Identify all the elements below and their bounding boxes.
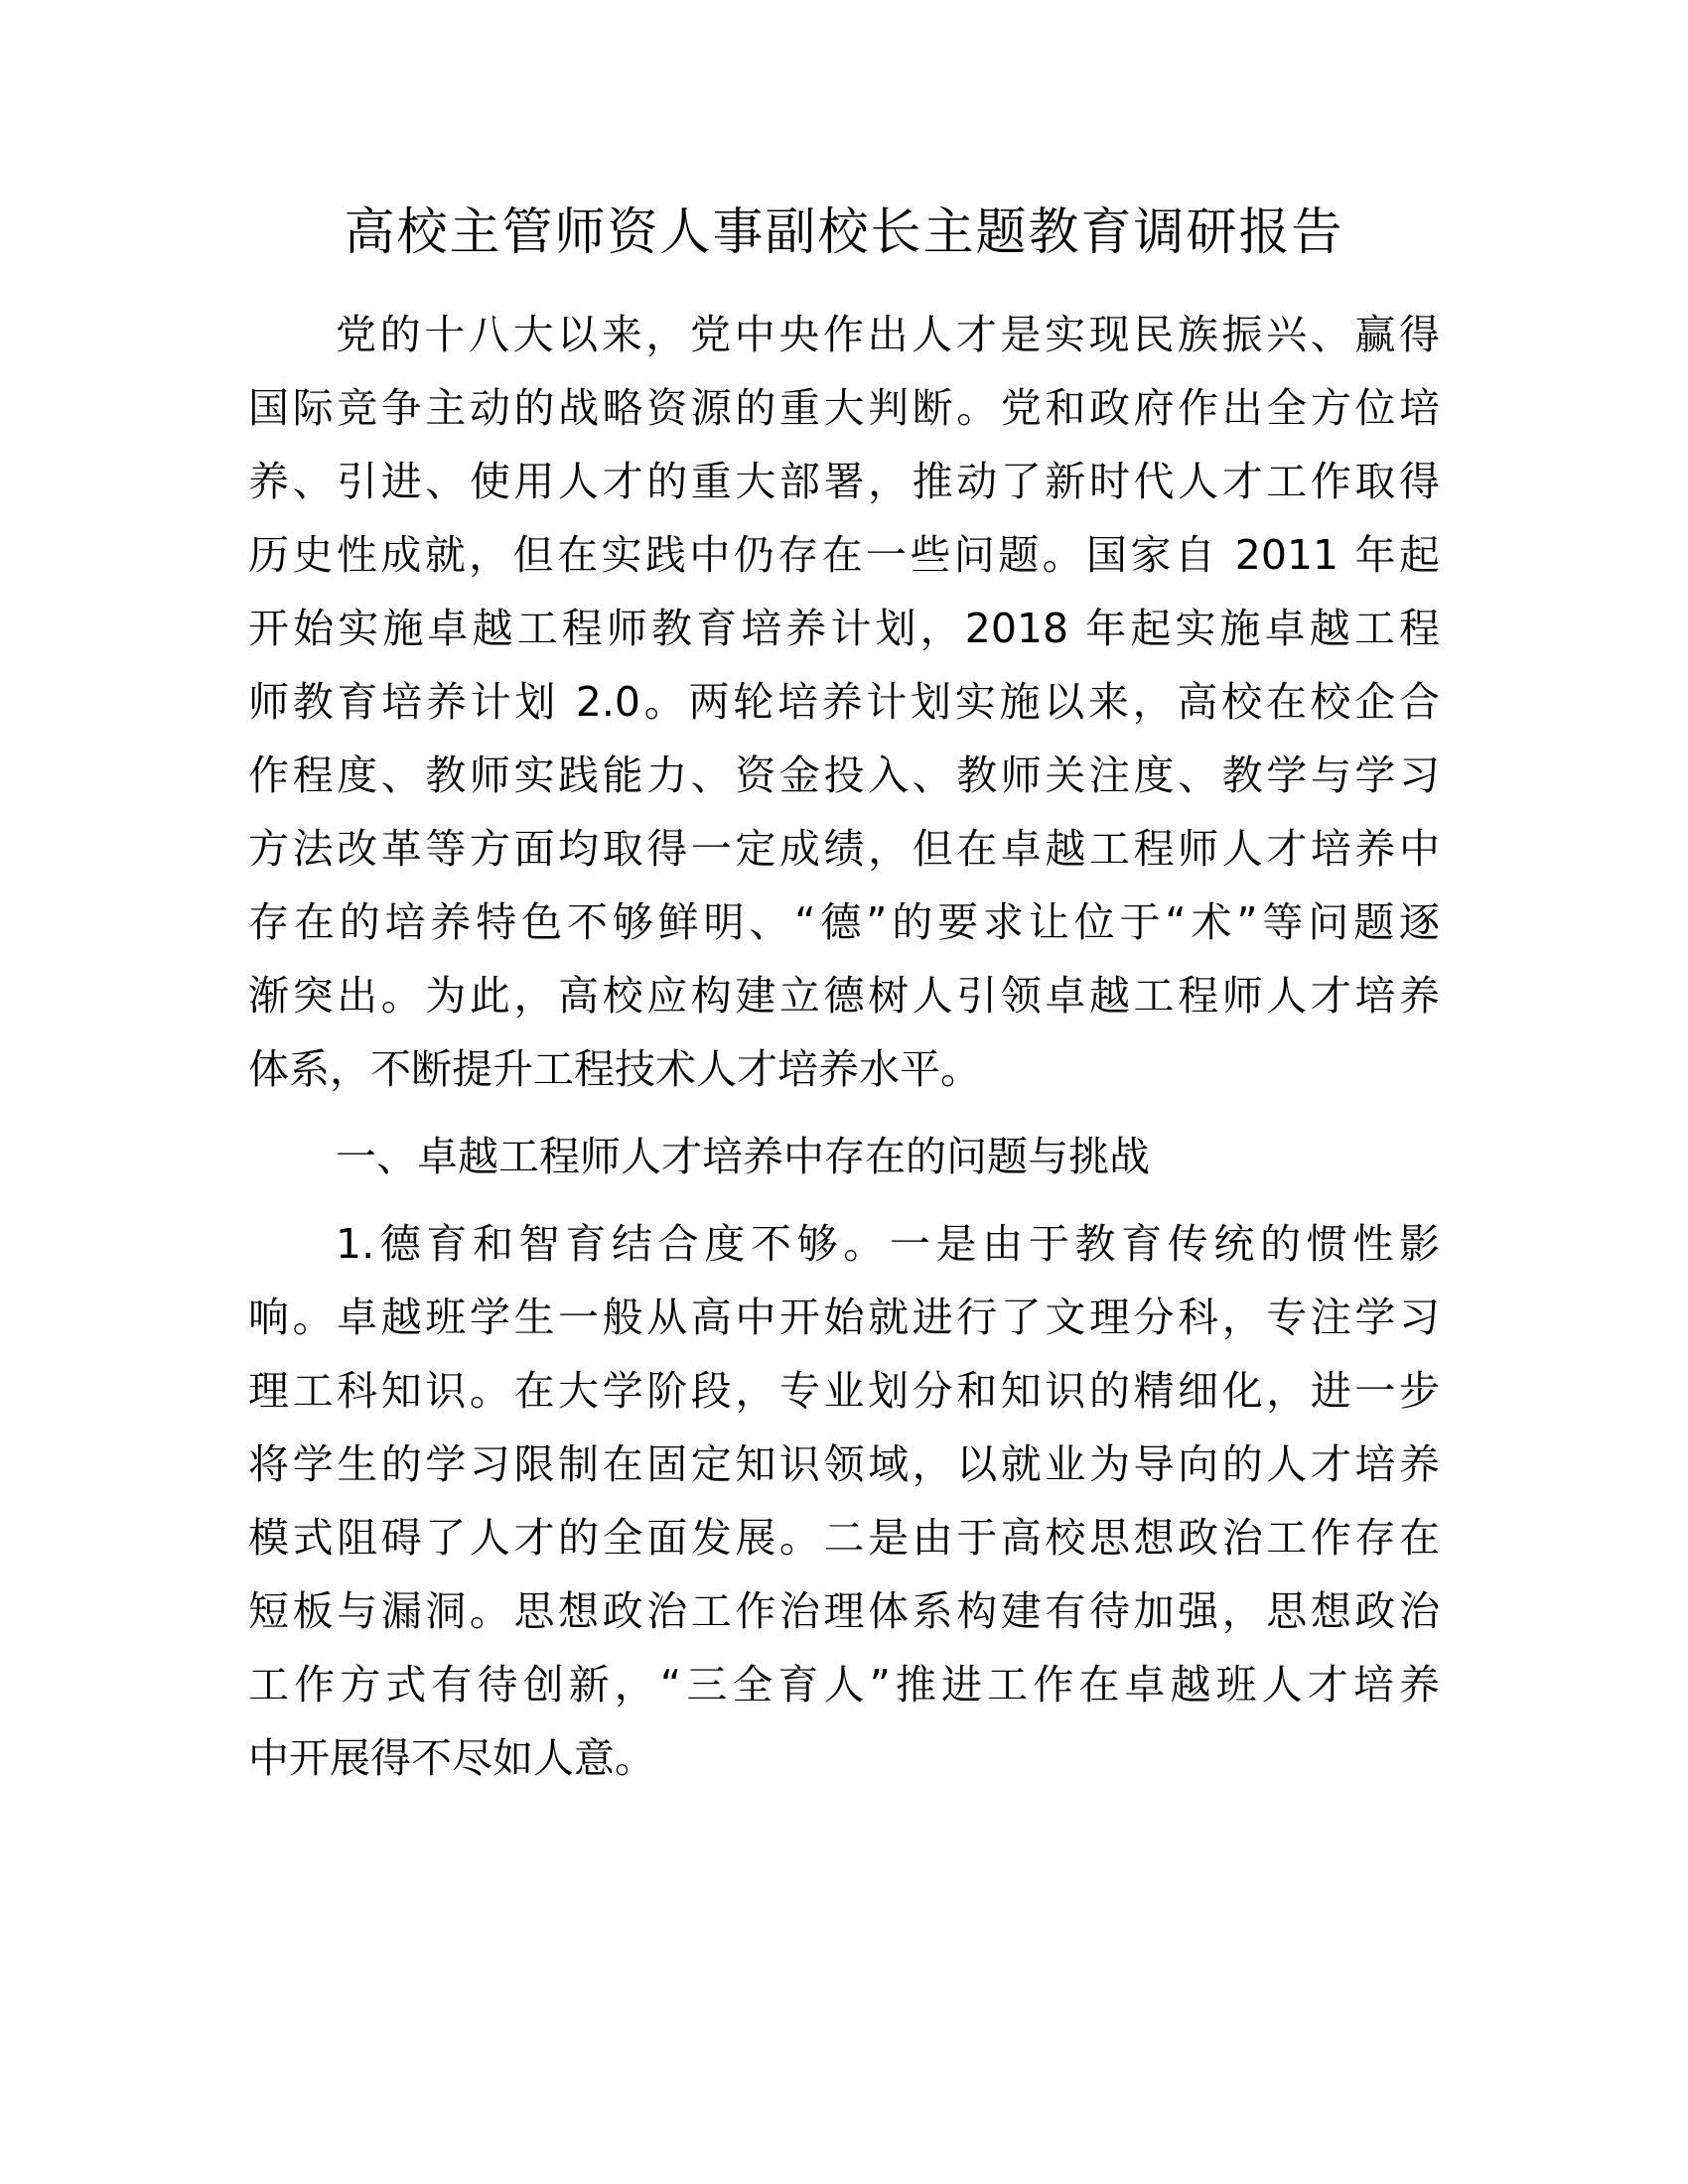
document-title: 高校主管师资人事副校长主题教育调研报告 [344, 204, 1344, 262]
text-line: 1.德育和智育结合度不够。一是由于教育传统的惯性影 [336, 1220, 1440, 1268]
text-line: 党的十八大以来，党中央作出人才是实现民族振兴、赢得 [336, 311, 1440, 358]
text-line: 历史性成就，但在实践中仍存在一些问题。国家自 2011 年起 [248, 531, 1440, 579]
text-line: 理工科知识。在大学阶段，专业划分和知识的精细化，进一步 [248, 1367, 1440, 1415]
text-line: 师教育培养计划 2.0。两轮培养计划实施以来，高校在校企合 [248, 678, 1440, 726]
text-line: 存在的培养特色不够鲜明、“德”的要求让位于“术”等问题逐 [248, 898, 1440, 946]
text-line: 渐突出。为此，高校应构建立德树人引领卓越工程师人才培养 [248, 972, 1440, 1020]
text-line: 国际竞争主动的战略资源的重大判断。党和政府作出全方位培 [248, 384, 1440, 432]
paragraph-point-1 [248, 1207, 1440, 1795]
text-line: 养、引进、使用人才的重大部署，推动了新时代人才工作取得 [248, 458, 1440, 505]
text-line: 中开展得不尽如人意。 [248, 1734, 655, 1782]
section-heading-text: 一、卓越工程师人才培养中存在的问题与挑战 [336, 1133, 1150, 1180]
document-page [248, 0, 1440, 2184]
section-heading [248, 1120, 1440, 1193]
text-line: 模式阻碍了人才的全面发展。二是由于高校思想政治工作存在 [248, 1514, 1440, 1562]
text-line: 方法改革等方面均取得一定成绩，但在卓越工程师人才培养中 [248, 825, 1440, 873]
text-line: 体系，不断提升工程技术人才培养水平。 [248, 1045, 981, 1093]
text-line: 开始实施卓越工程师教育培养计划，2018 年起实施卓越工程 [248, 605, 1440, 652]
text-line: 作程度、教师实践能力、资金投入、教师关注度、教学与学习 [248, 751, 1440, 799]
text-line: 工作方式有待创新，“三全育人”推进工作在卓越班人才培养 [248, 1661, 1440, 1708]
text-line: 短板与漏洞。思想政治工作治理体系构建有待加强，思想政治 [248, 1587, 1440, 1635]
text-line: 将学生的学习限制在固定知识领域，以就业为导向的人才培养 [248, 1440, 1440, 1488]
text-line: 响。卓越班学生一般从高中开始就进行了文理分科，专注学习 [248, 1294, 1440, 1341]
paragraph-intro [248, 298, 1440, 1106]
document-body [248, 298, 1440, 1795]
